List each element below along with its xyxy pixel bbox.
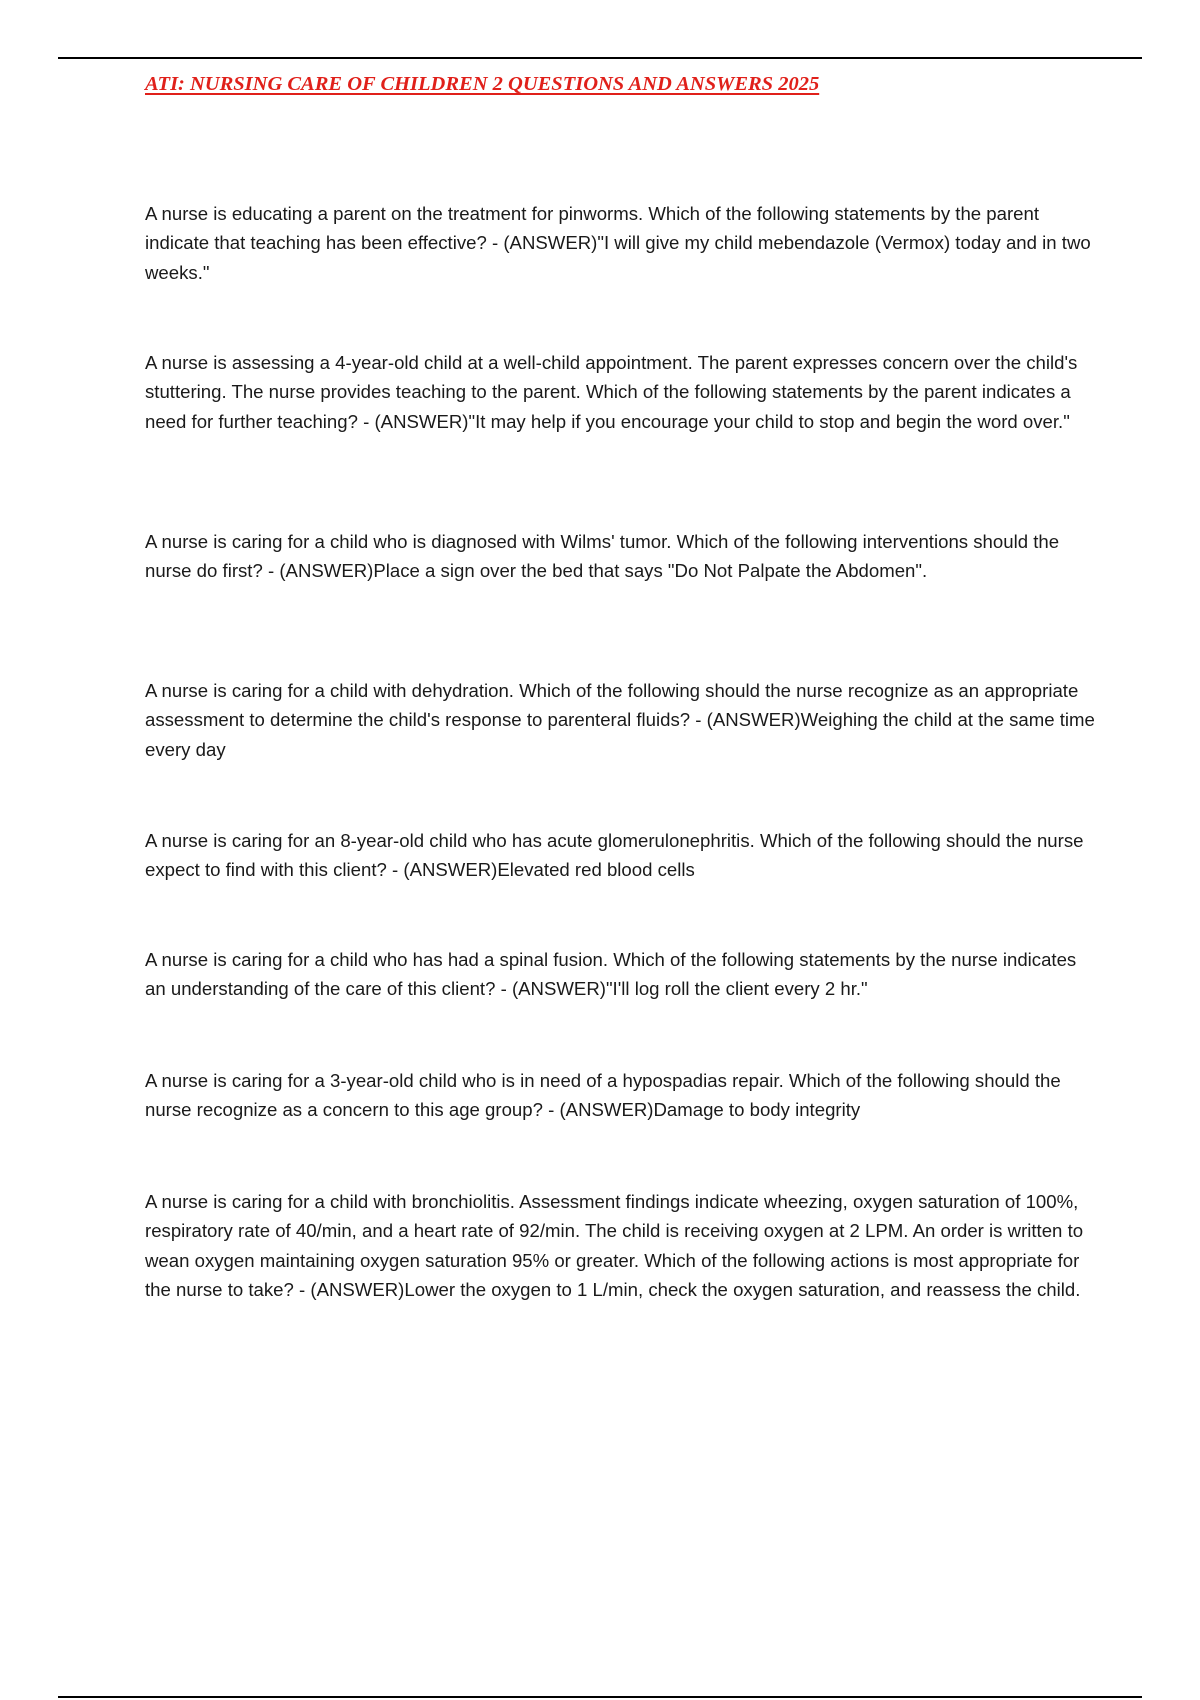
question-text: A nurse is assessing a 4-year-old child at a well-child appointment. The parent expresses concern over the child's stuttering. The nurse provides teaching to the parent. Which of the following statements by the parent indicates a need for further teaching? [145, 352, 1078, 432]
answer-text: Damage to body integrity [653, 1099, 861, 1121]
question-text: A nurse is caring for a child who has had a spinal fusion. Which of the following statements by the nurse indicates an understanding of the care of this client? [145, 949, 1077, 1000]
answer-separator: - (ANSWER) [542, 1099, 654, 1121]
answer-separator: - (ANSWER) [495, 978, 606, 1000]
header-rule [58, 57, 1142, 59]
answer-text: "I will give my child mebendazole (Vermox) today and in two weeks." [145, 232, 1091, 283]
document-title: ATI: NURSING CARE OF CHILDREN 2 QUESTIONS AND ANSWERS 2025 [145, 73, 820, 95]
answer-separator: - (ANSWER) [486, 232, 598, 254]
footer-rule [58, 1696, 1142, 1698]
qa-item-2 [145, 348, 1095, 436]
qa-item-4 [145, 676, 1095, 764]
answer-text: Weighing the child at the same time every day [145, 709, 1095, 760]
answer-separator: - (ANSWER) [357, 410, 469, 432]
qa-item-8 [145, 1187, 1095, 1304]
answer-text: Elevated red blood cells [497, 859, 695, 881]
answer-separator: - (ANSWER) [262, 560, 374, 582]
answer-separator: - (ANSWER) [386, 859, 498, 881]
qa-item-3 [145, 527, 1095, 586]
answer-separator: - (ANSWER) [690, 709, 801, 731]
question-text: A nurse is educating a parent on the treatment for pinworms. Which of the following statements by the parent indicate that teaching has been effective? [145, 203, 1040, 254]
qa-item-7 [145, 1066, 1095, 1125]
question-text: A nurse is caring for a 3-year-old child who is in need of a hypospadias repair. Which of the following should the nurse recognize as a concern to this age group? [145, 1070, 1061, 1121]
answer-separator: - (ANSWER) [293, 1278, 405, 1300]
qa-item-5 [145, 826, 1095, 885]
question-text: A nurse is caring for a child with dehydration. Which of the following should the nurse recognize as an appropriate assessment to determine the child's response to parenteral fluids? [145, 680, 1079, 731]
answer-text: "I'll log roll the client every 2 hr." [605, 978, 868, 1000]
answer-text: "It may help if you encourage your child to stop and begin the word over." [468, 410, 1070, 432]
qa-item-1 [145, 199, 1095, 287]
question-text: A nurse is caring for a child with bronchiolitis. Assessment findings indicate wheezing, oxygen saturation of 100%, respiratory rate of 40/min, and a heart rate of 92/min. The child is receiving oxygen at 2 LPM. An order is written to wean oxygen maintaining oxygen saturation 95% or greater. Which of the following actions is most appropriate for the nurse to take? [145, 1191, 1084, 1300]
answer-text: Place a sign over the bed that says "Do Not Palpate the Abdomen". [373, 560, 928, 582]
question-text: A nurse is caring for a child who is diagnosed with Wilms' tumor. Which of the following interventions should the nurse do first? [145, 531, 1060, 582]
qa-item-6 [145, 945, 1095, 1004]
question-text: A nurse is caring for an 8-year-old child who has acute glomerulonephritis. Which of the following should the nurse expect to find with this client? [145, 830, 1084, 881]
answer-text: Lower the oxygen to 1 L/min, check the oxygen saturation, and reassess the child. [404, 1278, 1081, 1300]
